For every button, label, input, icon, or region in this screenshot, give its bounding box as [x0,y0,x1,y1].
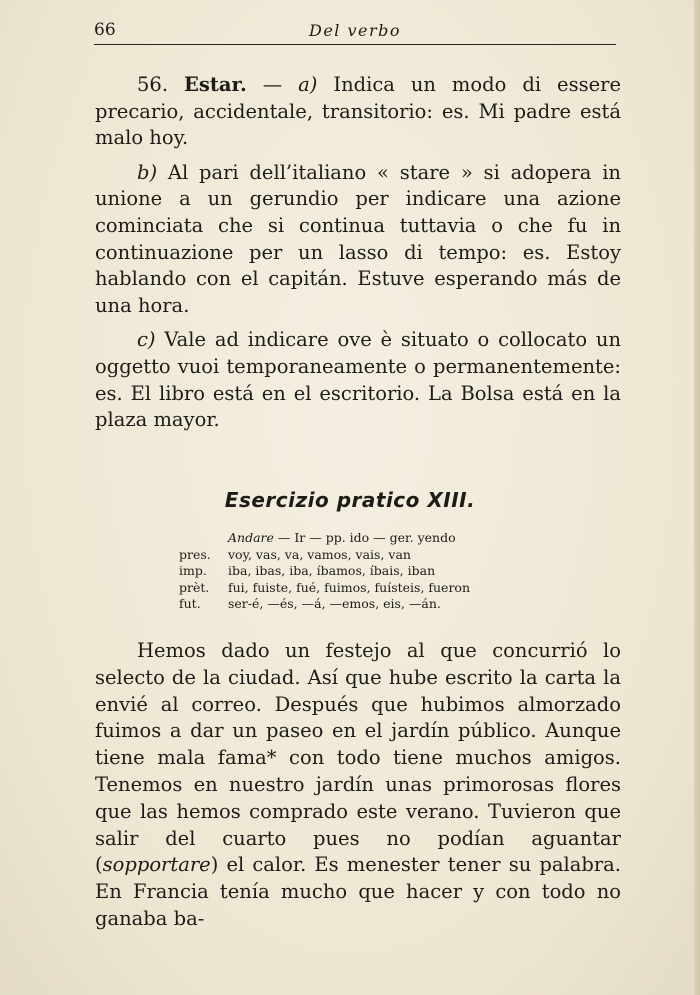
tense-label: pres. [179,546,211,562]
conjugation-row [179,547,519,564]
section-number: 56. [137,73,169,96]
tense-forms: fui, fuiste, fué, fuimos, fuísteis, fueron [228,579,471,595]
tense-forms: voy, vas, va, vamos, vais, van [228,546,411,562]
tense-forms: ser-é, —és, —á, —emos, eis, —án. [228,596,441,611]
exercise-paragraph: Hemos dado un festejo al que concurrió lo selecto de la ciudad. Así que hube escrito la carta la envié al correo. Después que hubimos almorzado fuimos a dar un paseo en el jardín público. Aunque tiene mala fama* con todo tiene muchos amigos. Tenemos en nuestro jardín unas primorosas flores que las hemos comprado este verano. Tuvieron que salir del cuarto pues no podían aguantar (sopportare) el calor. Es menester tener su palabra. En Francia tenía mucho que hacer y con todo no ganaba ba- [95,639,621,930]
head-verb: Andare [228,530,274,545]
paragraph-a-text: Indica un modo di essere precario, accidentale, transitorio: es. Mi padre está malo hoy. [95,73,621,150]
exercise-title: Esercizio pratico XIII. [224,488,476,512]
conjugation-row [179,596,519,613]
conjugation-row [179,563,519,580]
section-56 [95,72,621,434]
conjugation-table [179,530,519,613]
section-keyword: Estar. [183,73,247,96]
running-title: Del verbo [308,21,402,40]
conjugation-head [179,530,519,547]
tense-label: imp. [179,563,207,578]
italic-gloss: sopportare [102,853,211,877]
head-rest: — Ir — pp. ido — ger. yendo [273,530,456,545]
paragraph-a: 56. Estar. — a) Indica un modo di essere precario, accidentale, transitorio: es. Mi padre está malo hoy. [95,73,621,150]
page-header [94,18,616,45]
conjugation-row [179,580,519,597]
tense-forms: iba, ibas, iba, íbamos, íbais, iban [228,563,436,578]
paragraph-b [95,160,621,320]
paragraph-c-text: Vale ad indicare ove è situato o collocato un oggetto vuoi temporaneamente o permanentemente: es. El libro está en el escritorio. La Bolsa está en la plaza mayor. [95,328,621,432]
exercise-text [95,638,621,933]
marker-c: c) [137,328,156,352]
tense-label: fut. [179,596,201,611]
paragraph-c [95,327,621,433]
paragraph-b-text: Al pari dell’italiano « stare » si adopera in unione a un gerundio per indicare una azione cominciata che si continua tuttavia o che fu in continuazione per un lasso di tempo: es. Estoy hablando con el capitán. Estuve esperando más de una hora. [95,160,621,317]
page-number: 66 [94,20,116,40]
tense-label: prèt. [179,579,210,595]
marker-b: b) [137,160,158,184]
marker-a: a) [298,73,318,96]
